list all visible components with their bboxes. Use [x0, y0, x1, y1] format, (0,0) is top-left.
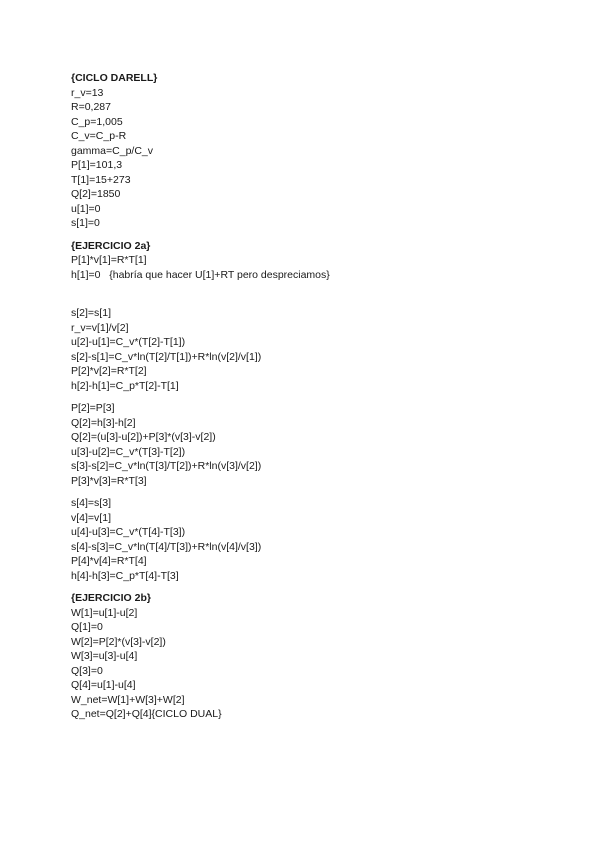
section-heading-ciclo-darell: {CICLO DARELL}: [71, 72, 158, 84]
equation-line: W[1]=u[1]-u[2]: [71, 606, 138, 619]
equation-line: W[2]=P[2]*(v[3]-v[2]): [71, 635, 166, 648]
equation-line: P[1]=101,3: [71, 159, 123, 171]
equation-line: P[2]=P[3]: [71, 402, 115, 414]
equation-line: s[4]=s[3]: [71, 497, 111, 509]
equation-line: Q[1]=0: [71, 621, 103, 633]
equation-line: u[1]=0: [71, 202, 101, 215]
equation-line: P[4]*v[4]=R*T[4]: [71, 555, 147, 567]
equation-line: Q[2]=h[3]-h[2]: [71, 416, 136, 429]
equation-line: P[1]*v[1]=R*T[1]: [71, 254, 147, 266]
section-heading-ejercicio-2a: {EJERCICIO 2a}: [71, 239, 151, 252]
equation-line: C_p=1,005: [71, 115, 123, 128]
equation-line: s[2]=s[1]: [71, 307, 111, 319]
equation-line: h[1]=0 {habría que hacer U[1]+RT pero despreciamos}: [71, 268, 330, 281]
equation-line: u[2]-u[1]=C_v*(T[2]-T[1]): [71, 336, 186, 348]
section-heading-ejercicio-2b: {EJERCICIO 2b}: [71, 592, 151, 604]
spacer: [71, 488, 571, 496]
equation-line: u[3]-u[2]=C_v*(T[3]-T[2]): [71, 445, 186, 458]
spacer: [71, 393, 571, 401]
spacer: [71, 583, 571, 591]
equation-line: gamma=C_p/C_v: [71, 144, 153, 157]
spacer: [71, 231, 571, 239]
equation-line: Q[3]=0: [71, 664, 103, 677]
equation-line: s[1]=0: [71, 217, 100, 229]
document-body: [71, 71, 571, 722]
equation-line: Q[2]=(u[3]-u[2])+P[3]*(v[3]-v[2]): [71, 431, 216, 443]
equation-line: W[3]=u[3]-u[4]: [71, 650, 138, 662]
equation-line: R=0,287: [71, 101, 111, 113]
equation-line: C_v=C_p-R: [71, 130, 127, 142]
equation-line: r_v=13: [71, 86, 104, 99]
equation-line: P[3]*v[3]=R*T[3]: [71, 474, 147, 487]
equation-line: u[4]-u[3]=C_v*(T[4]-T[3]): [71, 526, 186, 538]
equation-line: s[3]-s[2]=C_v*ln(T[3]/T[2])+R*ln(v[3]/v[2]): [71, 460, 262, 472]
equation-line: s[4]-s[3]=C_v*ln(T[4]/T[3])+R*ln(v[4]/v[3]): [71, 540, 262, 553]
equation-line: r_v=v[1]/v[2]: [71, 321, 129, 334]
equation-line: h[4]-h[3]=C_p*T[4]-T[3]: [71, 569, 179, 582]
equation-line: Q_net=Q[2]+Q[4]{CICLO DUAL}: [71, 708, 222, 720]
equation-line: s[2]-s[1]=C_v*ln(T[2]/T[1])+R*ln(v[2]/v[1]): [71, 350, 262, 363]
equation-line: T[1]=15+273: [71, 173, 131, 186]
equation-line: Q[4]=u[1]-u[4]: [71, 679, 136, 691]
equation-line: P[2]*v[2]=R*T[2]: [71, 365, 147, 377]
spacer: [71, 282, 571, 306]
equation-line: v[4]=v[1]: [71, 511, 111, 524]
equation-line: W_net=W[1]+W[3]+W[2]: [71, 693, 185, 706]
equation-line: h[2]-h[1]=C_p*T[2]-T[1]: [71, 379, 179, 392]
equation-line: Q[2]=1850: [71, 188, 121, 200]
